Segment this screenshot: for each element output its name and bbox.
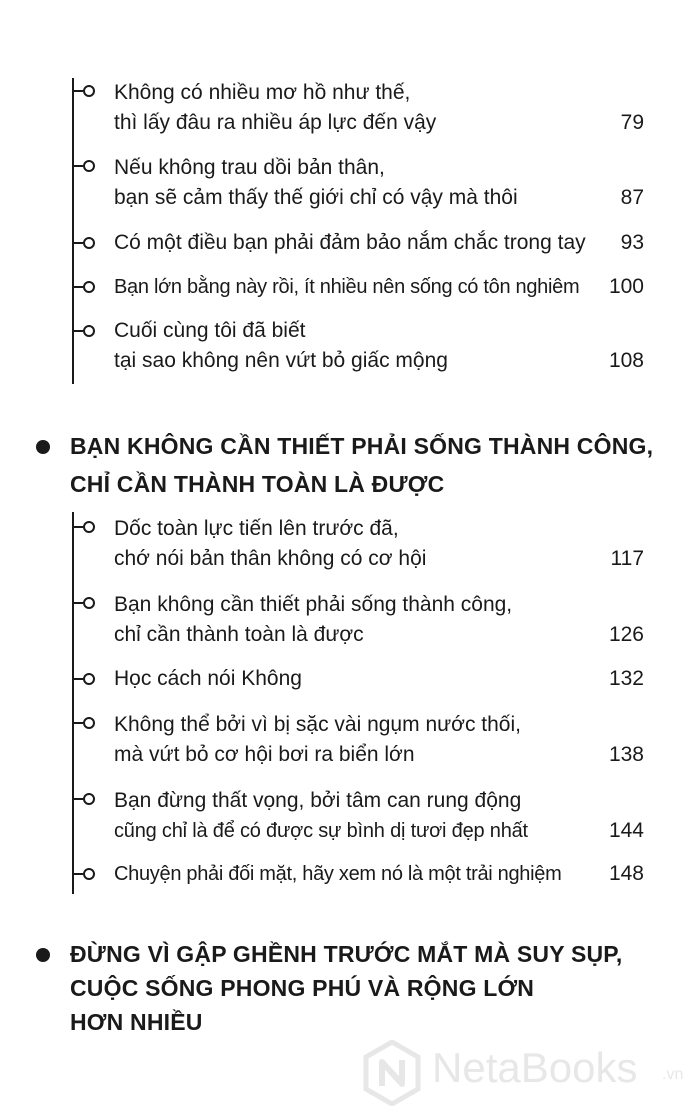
toc-entry-page: 126 [608, 623, 644, 646]
toc-entry-page: 148 [608, 862, 644, 885]
section-heading-3 [36, 936, 676, 1048]
toc-connector [72, 165, 83, 167]
toc-entry-title-line: Bạn đừng thất vọng, bởi tâm can rung động [114, 789, 522, 812]
toc-entry-title-line: Chuyện phải đối mặt, hãy xem nó là một trải nghiệm [114, 863, 562, 885]
toc-entry-title-line: Không có nhiều mơ hồ như thế, [114, 81, 411, 104]
toc-group-2 [72, 512, 652, 894]
toc-connector [72, 286, 83, 288]
watermark-text: NetaBooks [432, 1044, 638, 1091]
netabooks-logo-icon [362, 1040, 422, 1106]
toc-connector [72, 873, 83, 875]
section-bullet-icon [36, 948, 50, 962]
toc-entry-marker-icon [83, 237, 95, 249]
toc-entry-marker-icon [83, 521, 95, 533]
toc-group-1 [72, 78, 652, 384]
toc-entry-page: 87 [620, 186, 644, 209]
toc-entry-title-line: Không thể bởi vì bị sặc vài ngụm nước thối, [114, 713, 521, 736]
toc-entry-page: 108 [608, 349, 644, 372]
section-title-line: CUỘC SỐNG PHONG PHÚ VÀ RỘNG LỚN [70, 975, 535, 1001]
section-heading-2 [36, 428, 676, 504]
section-title-line: CHỈ CẦN THÀNH TOÀN LÀ ĐƯỢC [70, 471, 445, 497]
section-title-line: BẠN KHÔNG CẦN THIẾT PHẢI SỐNG THÀNH CÔNG, [70, 433, 654, 459]
toc-entry-title-line: Bạn lớn bằng này rồi, ít nhiều nên sống có tôn nghiêm [114, 276, 580, 298]
toc-entry-marker-icon [83, 673, 95, 685]
toc-entry-marker-icon [83, 793, 95, 805]
toc-entry-title-line: tại sao không nên vứt bỏ giấc mộng [114, 349, 448, 372]
toc-entry-title-line: mà vứt bỏ cơ hội bơi ra biển lớn [114, 743, 415, 766]
toc-entry-page: 144 [608, 819, 644, 842]
toc-connector [72, 526, 83, 528]
watermark-suffix: .vn [662, 1066, 684, 1083]
toc-entry-page: 117 [610, 547, 644, 570]
toc-entry-title-line: chỉ cần thành toàn là được [114, 623, 364, 646]
toc-entry-title-line: Học cách nói Không [114, 667, 302, 690]
toc-entry-title-line: bạn sẽ cảm thấy thế giới chỉ có vậy mà thôi [114, 186, 518, 209]
toc-entry-title-line: chớ nói bản thân không có cơ hội [114, 547, 427, 570]
toc-entry-marker-icon [83, 597, 95, 609]
toc-entry-marker-icon [83, 281, 95, 293]
toc-entry-page: 132 [608, 667, 644, 690]
toc-entry-title-line: cũng chỉ là để có được sự bình dị tươi đẹp nhất [114, 820, 528, 842]
toc-connector [72, 330, 83, 332]
toc-entry-page: 93 [620, 231, 644, 254]
toc-entry-marker-icon [83, 85, 95, 97]
toc-entry-page: 100 [608, 275, 644, 298]
toc-entry-title-line: Bạn không cần thiết phải sống thành công, [114, 593, 513, 616]
section-title-line: HƠN NHIỀU [70, 1009, 203, 1035]
toc-entry-page: 79 [620, 111, 644, 134]
toc-entry-page: 138 [608, 743, 644, 766]
toc-connector [72, 90, 83, 92]
section-bullet-icon [36, 440, 50, 454]
toc-entry-marker-icon [83, 868, 95, 880]
section-title-line: ĐỪNG VÌ GẬP GHỀNH TRƯỚC MẮT MÀ SUY SỤP, [70, 941, 623, 967]
toc-entry-title-line: Cuối cùng tôi đã biết [114, 319, 306, 342]
toc-entry-title-line: thì lấy đâu ra nhiều áp lực đến vậy [114, 111, 437, 134]
toc-entry-title-line: Dốc toàn lực tiến lên trước đã, [114, 517, 399, 540]
toc-entry-marker-icon [83, 325, 95, 337]
toc-connector [72, 602, 83, 604]
toc-connector [72, 678, 83, 680]
toc-connector [72, 798, 83, 800]
toc-entry-title-line: Nếu không trau dồi bản thân, [114, 156, 385, 179]
toc-connector [72, 722, 83, 724]
toc-entry-marker-icon [83, 717, 95, 729]
watermark [362, 1040, 692, 1110]
toc-vertical-line [72, 512, 74, 894]
toc-connector [72, 242, 83, 244]
toc-entry-marker-icon [83, 160, 95, 172]
toc-vertical-line [72, 78, 74, 384]
toc-entry-title-line: Có một điều bạn phải đảm bảo nắm chắc trong tay [114, 231, 586, 254]
